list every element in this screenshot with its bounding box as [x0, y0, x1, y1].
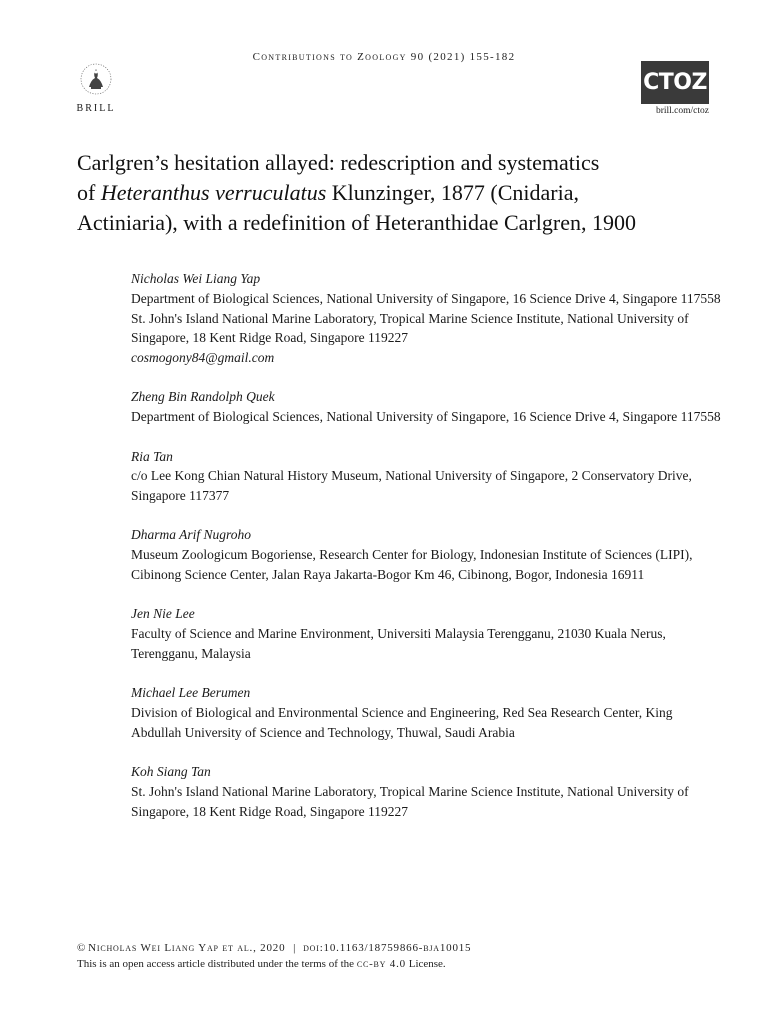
author-affiliation: St. John's Island National Marine Laboratory, Tropical Marine Science Institute, National University of Singapore, 18 Kent Ridge Road, Singapore 119227 — [131, 783, 689, 819]
doi-link[interactable]: doi:10.1163/18759866-bja10015 — [303, 942, 472, 954]
article-title — [77, 148, 737, 238]
author-name: Nicholas Wei Liang Yap — [131, 271, 261, 286]
title-species-name: Heteranthus verruculatus — [100, 180, 327, 205]
author-affiliation: Department of Biological Sciences, National University of Singapore, 16 Science Drive 4, Singapore 117558 — [131, 409, 721, 425]
ctoz-journal-logo — [641, 61, 709, 116]
author-name: Jen Nie Lee — [131, 606, 195, 622]
copyright-line — [77, 940, 717, 956]
title-line-1: Carlgren’s hesitation allayed: redescription and systematics — [77, 150, 600, 175]
author-affiliation: Museum Zoologicum Bogoriense, Research Center for Biology, Indonesian Institute of Sciences (LIPI), Cibinong Science Center, Jalan Raya Jakarta-Bogor Km 46, Cibinong, Bogor, Indonesia 16911 — [131, 547, 693, 583]
copyright-holder: Nicholas Wei Liang Yap et al., 2020 — [88, 942, 286, 954]
author-block — [131, 269, 721, 368]
title-of: of — [77, 180, 101, 205]
journal-citation-line: Contributions to Zoology 90 (2021) 155-182 — [252, 51, 516, 63]
copyright-symbol: © — [77, 942, 86, 954]
author-affiliation: Department of Biological Sciences, National University of Singapore, 16 Science Drive 4, Singapore 117558 — [131, 290, 721, 306]
author-list — [131, 269, 721, 841]
author-block — [131, 762, 721, 821]
author-block — [131, 387, 721, 427]
author-block — [131, 604, 721, 663]
author-affiliation: Division of Biological and Environmental Science and Engineering, Red Sea Research Center, King Abdullah University of Science and Technology, Thuwal, Saudi Arabia — [131, 705, 673, 740]
author-name: Zheng Bin Randolph Quek — [131, 389, 275, 405]
author-name: Koh Siang Tan — [131, 764, 211, 780]
ctoz-logo-box: CTOZ — [641, 61, 709, 104]
author-block — [131, 447, 721, 506]
author-affiliation: Faculty of Science and Marine Environment, Universiti Malaysia Terengganu, 21030 Kuala Nerus, Terengganu, Malaysia — [131, 626, 666, 661]
author-block — [131, 683, 721, 742]
title-line-2-rest: Klunzinger, 1877 (Cnidaria, — [326, 180, 579, 205]
author-name: Dharma Arif Nugroho — [131, 527, 252, 543]
brill-publisher-logo — [70, 60, 122, 114]
license-link[interactable]: cc-by 4.0 — [356, 958, 406, 970]
author-name: Michael Lee Berumen — [131, 685, 251, 701]
brill-seal-icon — [79, 60, 113, 98]
title-line-3: Actiniaria), with a redefinition of Heteranthidae Carlgren, 1900 — [77, 210, 636, 235]
license-prefix: This is an open access article distributed under the terms of the — [77, 958, 357, 970]
page-footer — [77, 940, 717, 972]
license-suffix: License. — [405, 958, 446, 970]
license-line — [77, 956, 717, 972]
author-name: Ria Tan — [131, 448, 173, 464]
publisher-name: BRILL — [76, 103, 116, 114]
footer-separator: | — [293, 942, 296, 954]
author-block — [131, 525, 721, 584]
author-affiliation: St. John's Island National Marine Laboratory, Tropical Marine Science Institute, National University of Singapore, 18 Kent Ridge Road, Singapore 119227 — [131, 310, 689, 346]
journal-url[interactable]: brill.com/ctoz — [655, 106, 709, 116]
author-email-link[interactable]: cosmogony84@gmail.com — [131, 350, 275, 366]
author-affiliation: c/o Lee Kong Chian Natural History Museum, National University of Singapore, 2 Conservatory Drive, Singapore 117377 — [131, 468, 692, 504]
